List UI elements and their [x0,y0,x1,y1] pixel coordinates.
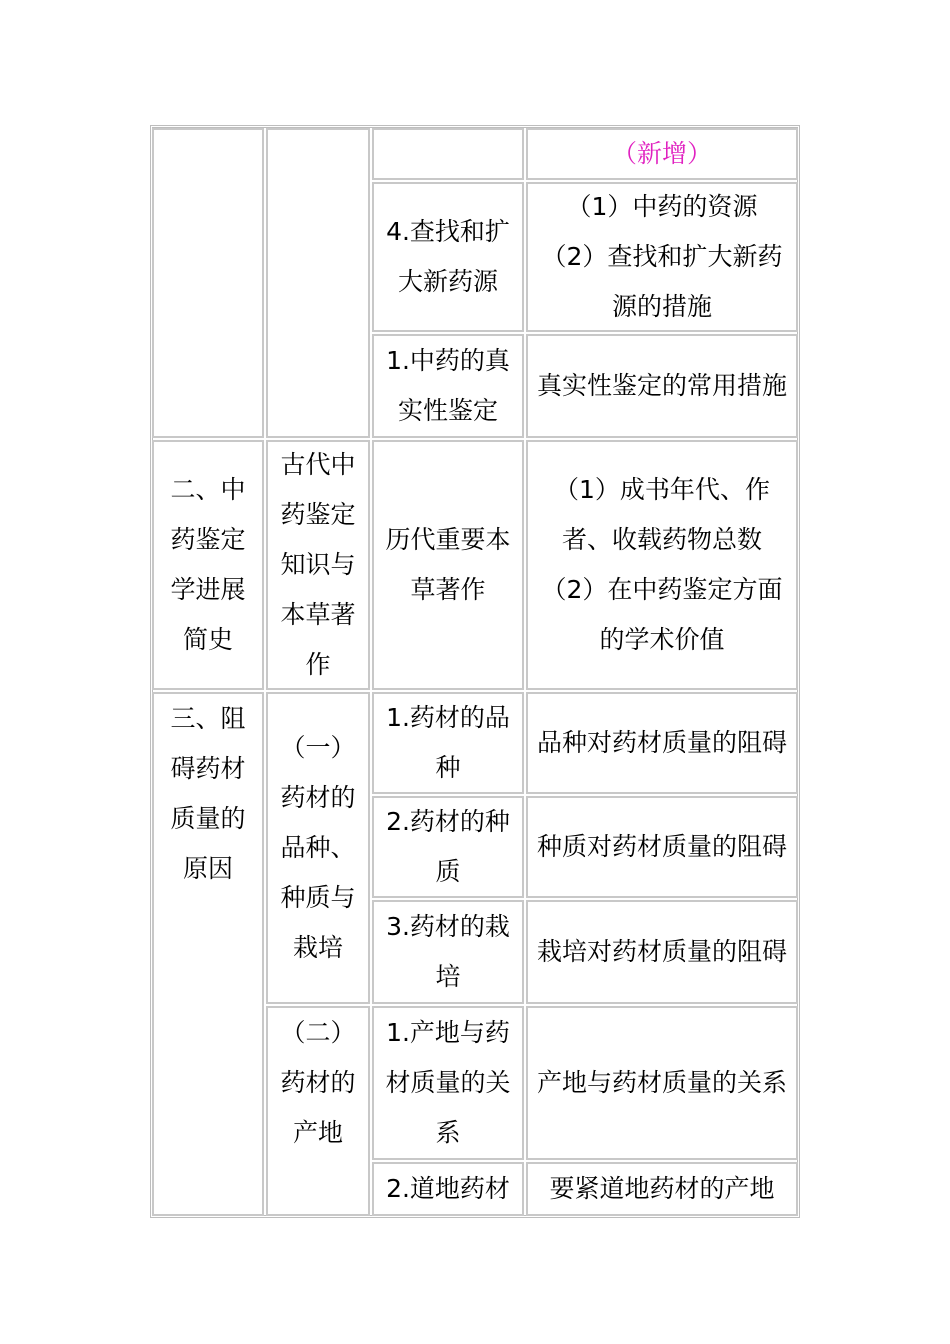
topic-cell: 历代重要本草著作 [372,440,524,690]
requirement-cell: 要紧道地药材的产地 [526,1162,798,1216]
new-added-note: （新增） [526,128,798,180]
topic-cell: 2.药材的种质 [372,796,524,898]
topic-cell: 1.中药的真实性鉴定 [372,334,524,438]
unit-cell: 二、中药鉴定学进展简史 [152,440,264,690]
subunit-cell: （一）药材的品种、种质与栽培 [266,692,370,1004]
requirement-cell: 栽培对药材质量的阻碍 [526,900,798,1004]
table-cell [152,128,264,438]
requirement-cell: 真实性鉴定的常用措施 [526,334,798,438]
requirement-cell: （1）成书年代、作者、收载药物总数 （2）在中药鉴定方面的学术价值 [526,440,798,690]
unit-cell: 三、阻碍药材质量的原因 [152,692,264,1216]
requirement-cell: （1）中药的资源 （2）查找和扩大新药源的措施 [526,182,798,332]
requirement-cell: 品种对药材质量的阻碍 [526,692,798,794]
table-cell [372,128,524,180]
subunit-cell: （二）药材的产地 [266,1006,370,1216]
table-cell [266,128,370,438]
subunit-cell: 古代中药鉴定知识与本草著作 [266,440,370,690]
topic-cell: 3.药材的栽培 [372,900,524,1004]
topic-cell: 1.产地与药材质量的关系 [372,1006,524,1160]
requirement-cell: 种质对药材质量的阻碍 [526,796,798,898]
topic-cell: 2.道地药材 [372,1162,524,1216]
requirement-cell: 产地与药材质量的关系 [526,1006,798,1160]
topic-cell: 4.查找和扩大新药源 [372,182,524,332]
topic-cell: 1.药材的品种 [372,692,524,794]
